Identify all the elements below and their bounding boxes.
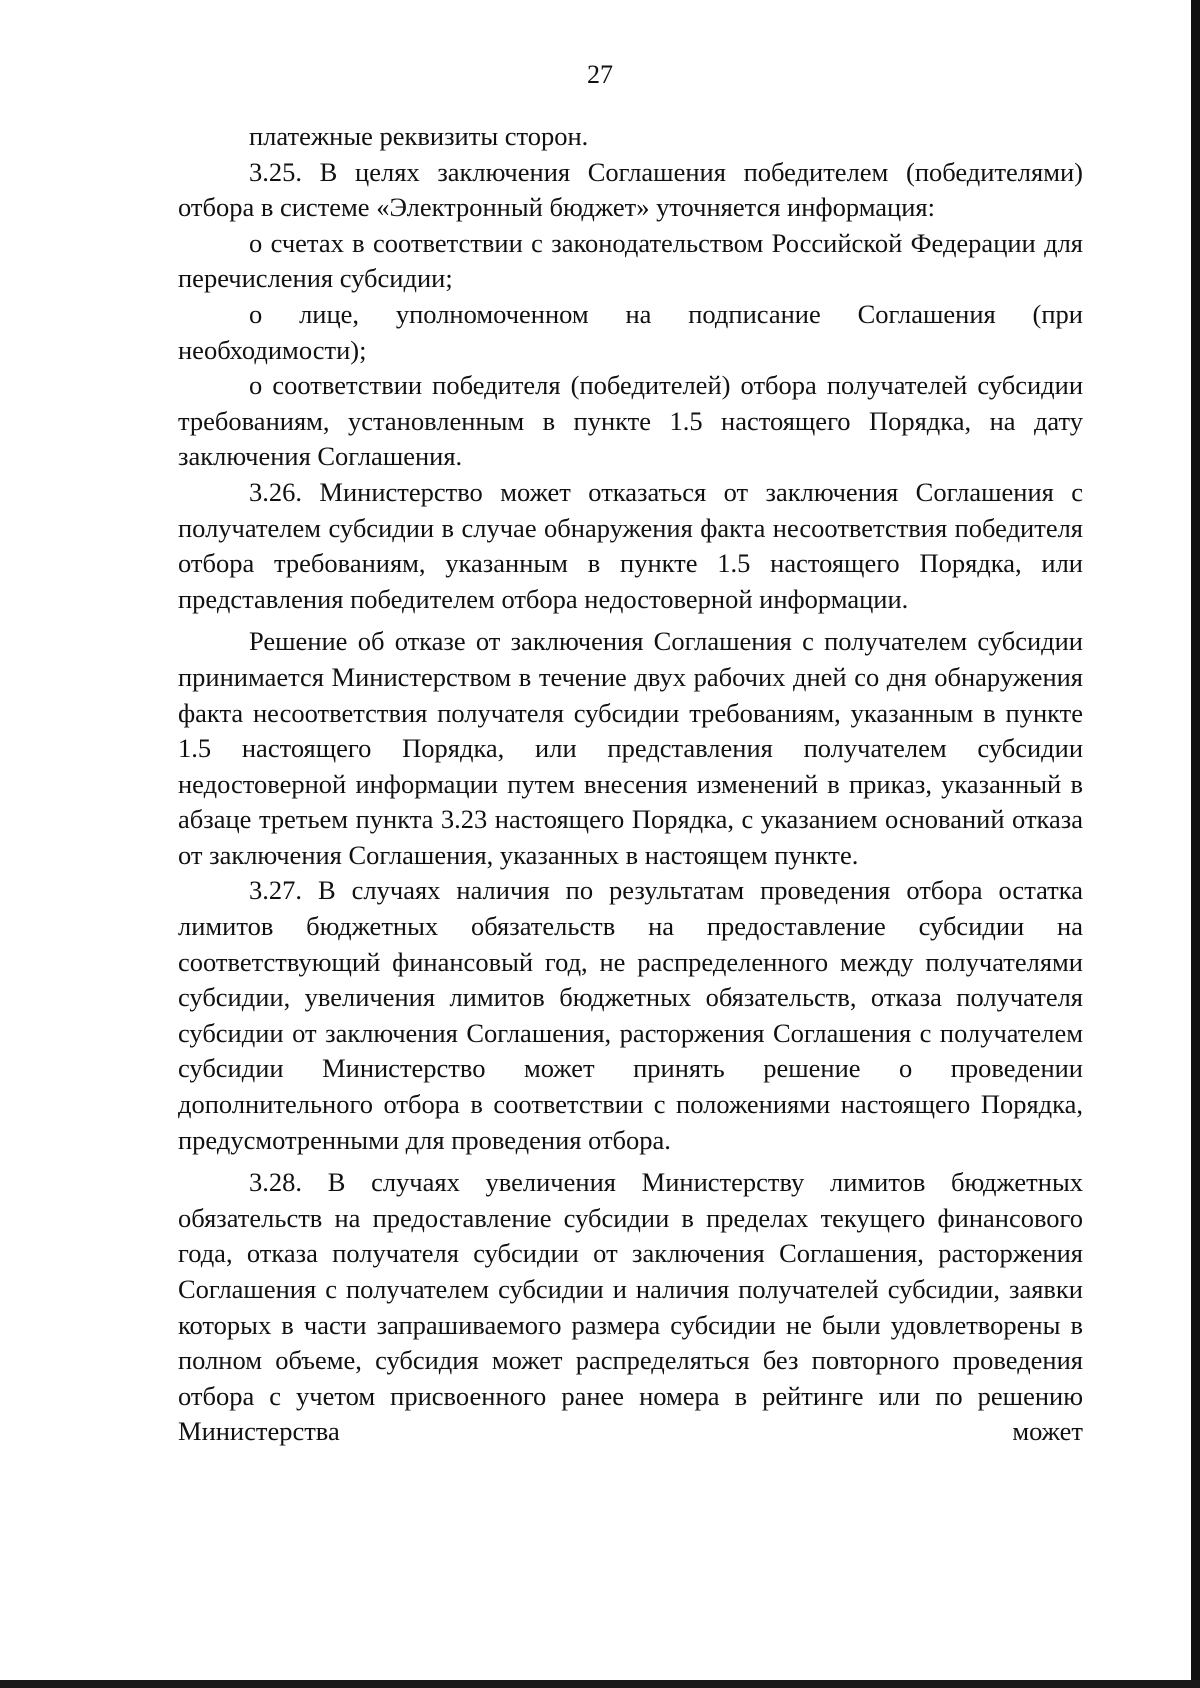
scan-edge-bottom [0, 1680, 1200, 1688]
paragraph: о счетах в соответствии с законодательством Российской Федерации для перечисления субсидии; [178, 227, 1083, 294]
document-body [178, 119, 1083, 1450]
paragraph: 3.26. Министерство может отказаться от заключения Соглашения с получателем субсидии в случае обнаружения факта несоответствия победителя отбора требованиям, указанным в пункте 1.5 настоящего Порядка, или представления победителем отбора недостоверной информации. [178, 476, 1083, 614]
paragraph: платежные реквизиты сторон. [249, 121, 589, 151]
paragraph: 3.27. В случаях наличия по результатам проведения отбора остатка лимитов бюджетных обязательств на предоставление субсидии на соответствующий финансовый год, не распределенного между получателями субсидии, увеличения лимитов бюджетных обязательств, отказа получателя субсидии от заключения Соглашения, расторжения Соглашения с получателем субсидии Министерство может принять решение о проведении дополнительного отбора в соответствии с положениями настоящего Порядка, предусмотренными для проведения отбора. [178, 875, 1083, 1155]
paragraph: 3.28. В случаях увеличения Министерству лимитов бюджетных обязательств на предоставление субсидии в пределах текущего финансового года, отказа получателя субсидии от заключения Соглашения, расторжения Соглашения с получателем субсидии и наличия получателей субсидии, заявки которых в части запрашиваемого размера субсидии не были удовлетворены в полном объеме, субсидия может распределяться без повторного проведения отбора с учетом присвоенного ранее номера в рейтинге или по решению Министерства может [178, 1167, 1083, 1447]
paragraph: о соответствии победителя (победителей) отбора получателей субсидии требованиям, установленным в пункте 1.5 настоящего Порядка, на дату заключения Соглашения. [178, 370, 1083, 472]
paragraph: 3.25. В целях заключения Соглашения победителем (победителями) отбора в системе «Электронный бюджет» уточняется информация: [178, 156, 1083, 223]
page-number: 27 [587, 60, 613, 89]
scan-edge-right [1191, 0, 1200, 1688]
paragraph: о лице, уполномоченном на подписание Соглашения (при необходимости); [178, 298, 1083, 365]
paragraph: Решение об отказе от заключения Соглашения с получателем субсидии принимается Министерством в течение двух рабочих дней со дня обнаружения факта несоответствия получателя субсидии требованиям, указанным в пункте 1.5 настоящего Порядка, или представления получателем субсидии недостоверной информации путем внесения изменений в приказ, указанный в абзаце третьем пункта 3.23 настоящего Порядка, с указанием оснований отказа от заключения Соглашения, указанных в настоящем пункте. [178, 626, 1083, 870]
